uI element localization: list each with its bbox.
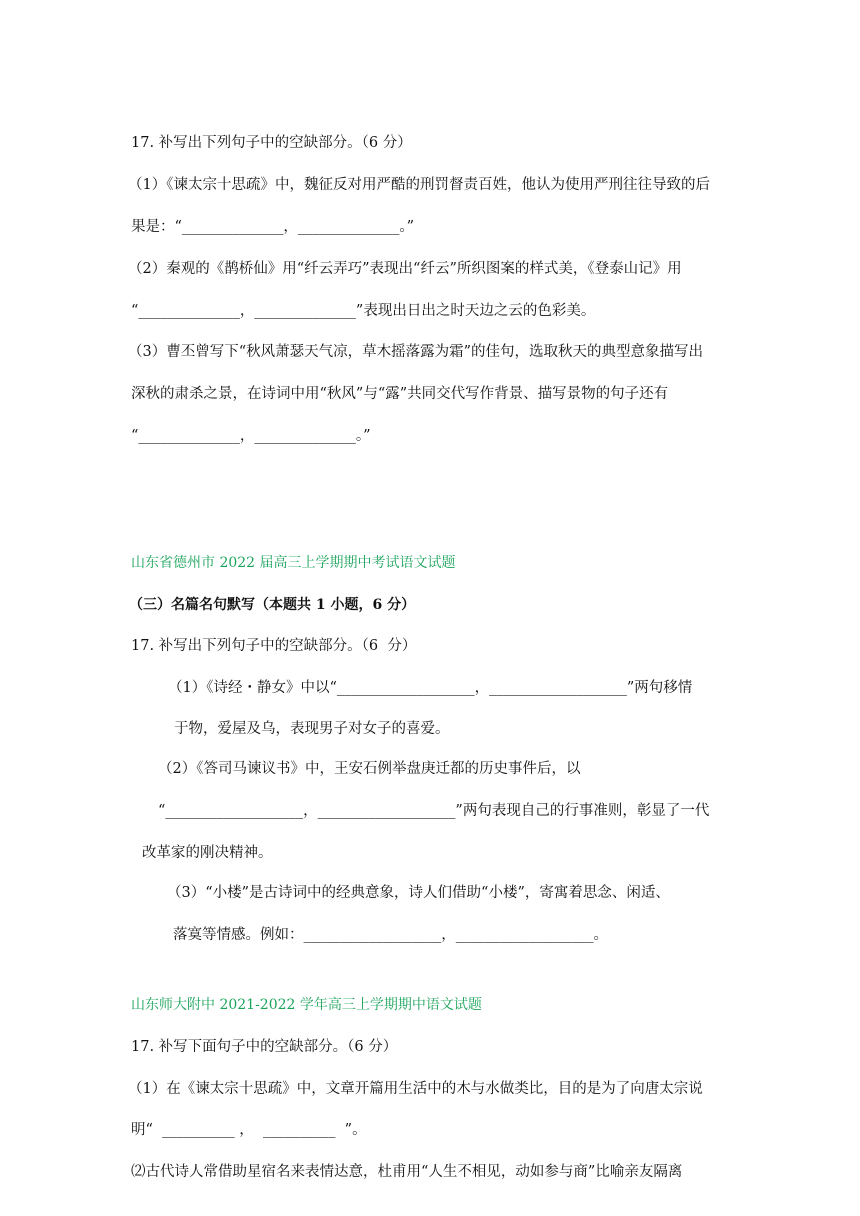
paragraph-line: （1）在《谏太宗十思疏》中，文章开篇用生活中的木与水做类比，目的是为了向唐太宗说 — [128, 1081, 703, 1097]
paragraph-line: 于物，爱屋及乌，表现男子对女子的喜爱。 — [174, 721, 450, 737]
paragraph-line: （3）“小楼”是古诗词中的经典意象，诗人们借助“小楼”，寄寓着思念、闲适、 — [167, 885, 670, 901]
question-title: 17. 补写下面句子中的空缺部分。（6 分） — [131, 1039, 398, 1055]
paragraph-line: （3）曹丕曾写下“秋风萧瑟天气凉，草木摇落露为霜”的佳句，选取秋天的典型意象描写出 — [128, 344, 704, 360]
paragraph-line: “______________，______________”表现出日出之时天边之云的色彩美。 — [131, 303, 596, 319]
paragraph-line: （2）《答司马谏议书》中，王安石例举盘庚迁都的历史事件后，以 — [158, 761, 581, 777]
source-title: 山东师大附中 2021-2022 学年高三上学期期中语文试题 — [131, 997, 482, 1013]
source-title: 山东省德州市 2022 届高三上学期期中考试语文试题 — [131, 555, 456, 571]
section-heading: （三）名篇名句默写（本题共 1 小题，6 分） — [129, 597, 416, 613]
paragraph-line: ⑵古代诗人常借助星宿名来表情达意，杜甫用“人生不相见，动如参与商”比喻亲友隔离 — [131, 1164, 683, 1180]
question-title: 17. 补写出下列句子中的空缺部分。（6 分） — [131, 638, 417, 654]
paragraph-line: “______________，______________。” — [131, 428, 371, 444]
paragraph-line: 落寞等情感。例如：___________________，___________________。 — [173, 927, 608, 943]
paragraph-line: 果是：“______________，______________。” — [131, 219, 415, 235]
paragraph-line: 深秋的肃杀之景，在诗词中用“秋风”与“露”共同交代写作背景、描写景物的句子还有 — [131, 386, 669, 402]
paragraph-line: （2）秦观的《鹊桥仙》用“纤云弄巧”表现出“纤云”所织图案的样式美，《登泰山记》用 — [128, 261, 682, 277]
paragraph-line: 改革家的刚决精神。 — [142, 845, 273, 861]
paragraph-line: （1）《谏太宗十思疏》中，魏征反对用严酷的刑罚督责百姓，他认为使用严刑往往导致的后 — [128, 177, 710, 193]
paragraph-line: “___________________，___________________”两句表现自己的行事准则，彰显了一代 — [158, 803, 710, 819]
paragraph-line: （1）《诗经・静女》中以“___________________，___________________”两句移情 — [168, 680, 693, 696]
paragraph-line: 明“ __________ ， __________ ”。 — [131, 1122, 367, 1138]
question-title: 17. 补写出下列句子中的空缺部分。（6 分） — [131, 135, 412, 151]
